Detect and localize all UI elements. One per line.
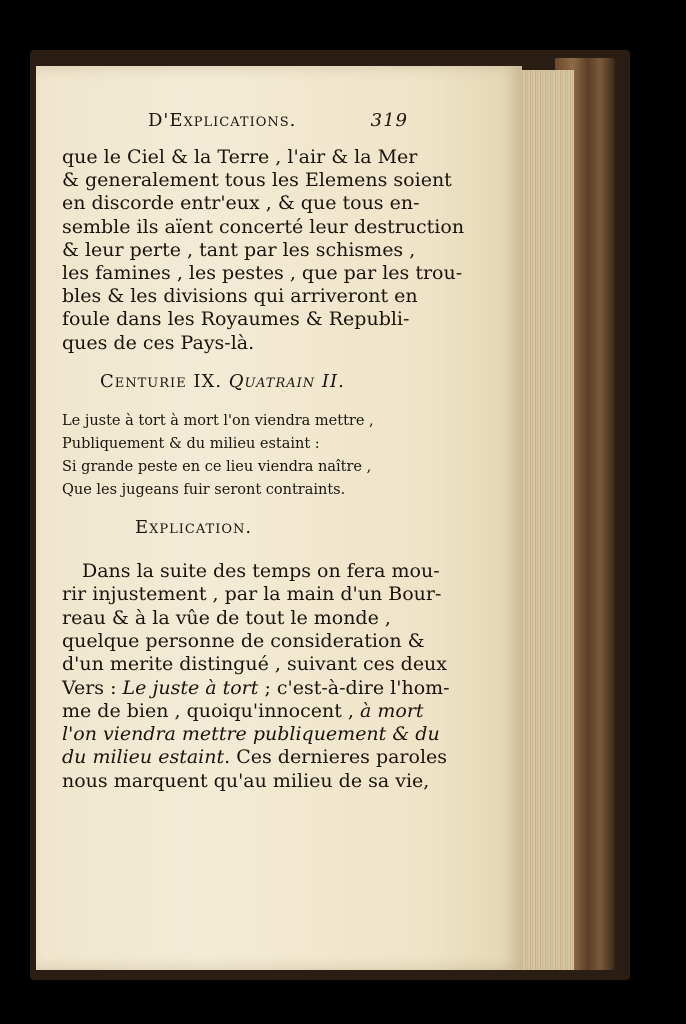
centurie-heading	[100, 370, 400, 393]
text-line	[62, 629, 425, 653]
text-span: reau & à la vûe de tout le monde ,	[62, 606, 391, 629]
explication-title: Explication.	[135, 517, 253, 538]
verse-line: Publiquement & du milieu estaint :	[62, 436, 320, 452]
text-line: semble ils aïent concerté leur destruction	[62, 215, 465, 238]
text-line: bles & les divisions qui arriveront en	[62, 285, 418, 308]
text-line	[62, 746, 448, 769]
text-span: . Ces dernieres paroles	[224, 746, 448, 769]
running-title: D'Explications.	[148, 110, 297, 131]
centurie-label: Centurie IX.	[100, 371, 223, 392]
running-header	[148, 110, 408, 140]
text-line	[62, 583, 442, 606]
verse-line: Si grande peste en ce lieu viendra naître ,	[62, 459, 372, 475]
verse-line: Que les jugeans fuir seront contraints.	[62, 482, 346, 498]
text-line: & generalement tous les Elemens soient	[62, 169, 452, 192]
text-line: ques de ces Pays-là.	[62, 331, 255, 354]
text-span: d'un merite distingué , suivant ces deux	[62, 653, 448, 676]
text-span: nous marquent qu'au milieu de sa vie,	[62, 769, 430, 792]
text-line	[62, 607, 407, 630]
text-span: me de bien , quoiqu'innocent ,	[62, 699, 360, 722]
text-line: & leur perte , tant par les schismes ,	[62, 238, 416, 261]
text-span: Dans la suite des temps on fera mou-	[82, 560, 440, 582]
text-line	[62, 723, 440, 746]
text-line: les famines , les pestes , que par les trou-	[62, 262, 463, 284]
text-line: que le Ciel & la Terre , l'air & la Mer	[62, 146, 418, 168]
text-line: en discorde entr'eux , & que tous en-	[62, 192, 420, 215]
italic-span: du milieu estaint	[62, 746, 225, 769]
text-span: ; c'est-à-dire l'hom-	[258, 676, 450, 699]
text-span: quelque personne de consideration &	[62, 629, 425, 652]
page-edges	[515, 70, 574, 970]
quatrain-label: Quatrain II.	[228, 371, 345, 392]
text-line	[62, 676, 450, 700]
text-span: rir injustement , par la main d'un Bour-	[62, 583, 442, 606]
page-number: 319	[370, 110, 408, 131]
text-line: foule dans les Royaumes & Republi-	[62, 308, 410, 331]
text-span: Vers :	[62, 676, 123, 699]
verse-line: Le juste à tort à mort l'on viendra mettre ,	[62, 413, 374, 429]
italic-span: à mort	[360, 699, 424, 722]
text-line	[82, 560, 440, 583]
italic-span: Le juste à tort	[122, 676, 259, 699]
italic-span: l'on viendra mettre publiquement & du	[62, 723, 440, 746]
text-line	[62, 699, 424, 723]
text-line	[62, 653, 448, 676]
text-line	[62, 769, 430, 793]
